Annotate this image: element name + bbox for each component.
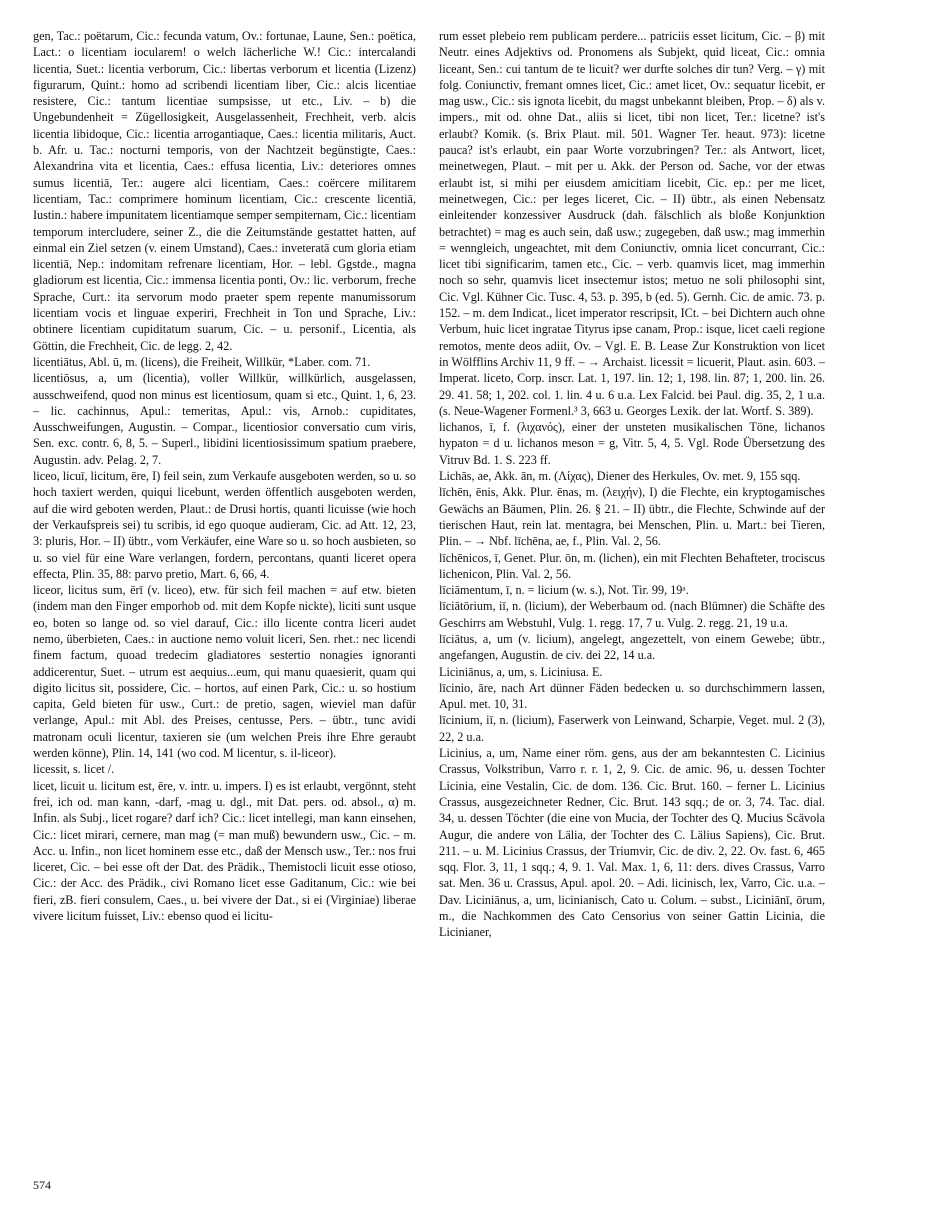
entry-liciamentum: līciāmentum, ī, n. = licium (w. s.), Not. Tir. 99, 19ᵃ. — [439, 583, 689, 598]
entry-lichanos: lichanos, ī, f. (λιχανός), einer der unsteten musikalischen Töne, lichanos hypaton = d u. lichanos meson = g, Vitr. 5, 4, 5. Vgl. Rode Übersetzung des Vitruv Bd. 1. S. 223 ff. — [439, 420, 825, 467]
entry-licentiosus: licentiōsus, a, um (licentia), voller Willkür, willkürlich, ausgelassen, ausschweifend, quod non minus est licentiosum, quam si etc., Quint. 1, 6, 23. – lic. cachinnus, Apul.: temeritas, Apul.: vis, Arnob.: cupiditates, Ausschweifungen, Augustin. – Compar., licentiosior conversatio cum viris, Sen. exc. contr. 6, 8, 5. – Superl., libidini licentiosissimum spatium praebere, Augustin. adv. Pelag. 2, 7. — [33, 371, 416, 467]
entry-licet-continued: rum esset plebeio rem publicam perdere... patriciis esset licitum, Cic. – β) mit Neutr. eines Adjektivs od. Pronomens als Subjekt, quid liceat, Cic.: omnia liceant, Sen.: cui tantum de te licuit? wer durfte solches dir tun? Verg. – γ) mit folg. Coniunctiv, fremant omnes licet, Cic.: amet licet, Ov.: sequatur licebit, er mag usw., Cic.: sis ignota licebit, du magst unbekannt bleiben, Prop. – δ) als v. impers., mit od. ohne Dat., aliis si licet, tibi non licet, Ter.: licetne? ist's erlaubt? Komik. (s. Brix Plaut. mil. 501. Wagner Ter. heaut. 973): licetne pauca? ist's erlaubt, ein paar Worte vorzubringen? Ter.: als Antwort, licet, meinetwegen, Plaut. – mit per u. Akk. der Person od. Sache, vor der etwas erlaubt ist, si mihi per eiusdem amicitiam licebit, Cic. ep.: per me licet, meinetwegen, Cic.: per leges liceret, Cic. – II) übtr., als einen Nebensatz einleitender konzessiver Ausdruck (dah. fälschlich als bloße Konjunktion betrachtet) = mag es auch sein, daß usw.; zugegeben, daß usw.; mag immerhin = wenngleich, ungeachtet, mit dem Coniunctiv, omnia licet concurrant, Cic.: licet tibi significarim, tamen etc., Cic. – verb. quamvis licet, mag immerhin noch so sehr, quamvis licet insectemur istos; metuo ne soli philosophi sint, Cic. Vgl. Kühner Cic. Tusc. 4, 53. p. 395, b (ed. 5). Gernh. Cic. de amic. 73. p. 152. – m. dem Indicat., licet imperator rescripsit, ICt. – bei Dichtern auch ohne Verbum, huic licet ingratae Tityrus ipse canam, Prop.: isque, licet caeli regione remotos, mente deos adiit, Ov. – Vgl. E. B. Lease Zur Konstruktion von licet in Wölfflins Archiv 11, 9 ff. – → Archaist. licessit = licuerit, Plaut. asin. 603. – Imperat. liceto, Corp. inscr. Lat. 1, 197. lin. 12; 1, 198. lin. 87; 1, 200. lin. 26. 29. 41. 58; 1, 202. col. 1. lin. 4 u. 6 u.a. Lex Falcid. bei Paul. dig. 35, 2, 1 u.a. (s. Neue-Wagener Formenl.³ 3, 663 u. Georges Lexik. der lat. Wortf. S. 389). — [439, 29, 825, 418]
entry-liciatorium: līciātōrium, iī, n. (licium), der Weberbaum od. (nach Blümner) die Schäfte des Geschirrs am Webstuhl, Vulg. 1. regg. 17, 7 u. Vulg. 2. regg. 21, 19 u.a. — [439, 599, 825, 630]
entry-licinianus-ref: Liciniānus, a, um, s. Liciniusa. E. — [439, 664, 603, 679]
entry-lichas: Lichās, ae, Akk. ān, m. (Λίχας), Diener des Herkules, Ov. met. 9, 155 sqq. — [439, 469, 801, 484]
entry-liciatus: līciātus, a, um (v. licium), angelegt, angezettelt, von einem Gewebe; übtr., angefangen, Augustin. de civ. dei 22, 14 u.a. — [439, 631, 825, 663]
left-column — [33, 28, 416, 1178]
page-number: 574 — [33, 1178, 51, 1192]
entry-licinius: Licinius, a, um, Name einer röm. gens, aus der am bekanntesten C. Licinius Crassus, Volkstribun, Varro r. r. 1, 2, 9. Cic. de amic. 96, u. dessen Tochter Licinia, eine Vestalin, Cic. de dom. 136. Cic. Brut. 160. – ferner L. Licinius Crassus, ausgezeichneter Redner, Cic. Brut. 143 sqq.; de or. 3, 74. Tac. dial. 34, u. dessen Töchter (die eine von Mucia, der Tochter des Q. Mucius Scävola Augur, die andere von Lälia, der Tochter des C. Lälius Sapiens), Cic. Brut. 211. – u. M. Licinius Crassus, der Triumvir, Cic. de div. 2, 22. Ov. fast. 6, 465 sqq. Flor. 3, 11, 1 sqq.; 4, 9. 1. Val. Max. 1, 6, 11: ders. dives Crassus, Varro sat. Men. 36 u. Crassus, Apul. apol. 20. – Adi. licinisch, lex, Varro, Cic. u.a. – Dav. Liciniānus, a, um, licinianisch, Cato u. Colum. – subst., Liciniānī, ōrum, m., die Nachkommen des Cato Censorius von seiner Gattin Licinia, die Licinianer, — [439, 746, 825, 940]
entry-licinio: līcinio, āre, nach Art dünner Fäden bedecken u. so durchschimmern lassen, Apul. met. 10, 31. — [439, 680, 825, 712]
entry-lichen: līchēn, ēnis, Akk. Plur. ēnas, m. (λειχήν), I) die Flechte, ein kryptogamisches Gewächs an Bäumen, Plin. 26. § 21. – II) übtr., die Flechte, Schwinde auf der tierischen Haut, rein lat. mentagra, bei Menschen, Plin. u. Mart.: bei Tieren, Plin. – → Nbf. līchēna, ae, f., Plin. Val. 2, 56. — [439, 485, 825, 549]
entry-licentiatus: licentiātus, Abl. ū, m. (licens), die Freiheit, Willkür, *Laber. com. 71. — [33, 354, 371, 369]
entry-licinium: līcinium, iī, n. (licium), Faserwerk von Leinwand, Scharpie, Veget. mul. 2 (3), 22, 2 u.a. — [439, 713, 825, 744]
entry-licessit: licessit, s. licet /. — [33, 762, 115, 777]
entry-lichenicos: līchēnicos, ī, Genet. Plur. ōn, m. (lichen), ein mit Flechten Behafteter, trociscus lichenicon, Plin. Val. 2, 56. — [439, 550, 825, 581]
right-column — [439, 28, 825, 1188]
entry-licet: licet, licuit u. licitum est, ēre, v. intr. u. impers. I) es ist erlaubt, vergönnt, steht frei, ich od. man kann, -darf, -mag u. dgl., mit Dat. pers. od. absol., α) m. Infin. als Subj., licet rogare? darf ich? Cic.: licet intellegi, man kann einsehen, Cic.: licet mirari, cernere, man mag (= man muß) bewundern usw., Cic. – m. Acc. u. Infin., non licet hominem esse etc., daß der Mensch usw., Ter.: nos frui liceret, Cic. – bei esse oft der Dat. des Prädik., Themistocli licuit esse otioso, Cic.: der Acc. des Prädik., civi Romano licet esse Gaditanum, Cic.: wie bei fieri, zB. fieri consulem, Caes., u. bei vivere der Dat., si ei (Virginiae) liberae vivere licitum fuisset, Liv.: ebenso quod ei licitu- — [33, 778, 416, 924]
entry-liceor: liceor, licitus sum, ērī (v. liceo), etw. für sich feil machen = auf etw. bieten (indem man den Finger emporhob od. mit dem Kopfe nickte), liciti sunt usque eo, boten so lange od. so viel darauf, Cic.: illo licente contra liceri audet nemo, überbieten, Caes.: in auctione nemo voluit liceri, Sen. rhet.: nec licendi finem factum, quoad tredecim gladiatores sestertio nonagies ignoranti addicerentur, Suet. – utrum est aequius...eum, qui manu quaesierit, quam qui digito licitus sit, possidere, Cic. – hortos, auf einen Park, Cic.: u. so hostium capita, Geld bieten für usw., Curt.: de pretio, sagen, wieviel man dafür verlange, Apul.: mit Abl. des Preises, centusse, Pers. – übtr., tunc avidi matronam oculi licentur, taxieren sie (um welchen Preis ihre Ehre geraubt werden könne), Plin. 14, 141 (wo cod. M licentur, s. il-liceor). — [33, 583, 416, 761]
entry-licentia-continued: gen, Tac.: poëtarum, Cic.: fecunda vatum, Ov.: fortunae, Laune, Sen.: poëtica, Lact.: o licentiam iocularem! o welch lächerliche W.! Cic.: intercalandi licentia, Suet.: licentia verborum, Cic.: libertas verborum et licentia (Lizenz) figurarum, Quint.: homo ad scribendi licentiam liber, Cic.: alcis licentiae resistere, Cic.: tantum licentiae sumpsisse, ut etc., Liv. – b) die Ungebundenheit = Zügellosigkeit, Ausgelassenheit, Frechheit, verb. alcis licentia libidoque, Cic.: licentia arrogantiaque, Caes.: licentia militaris, Auct. b. Afr. u. Tac.: nocturni temporis, von der Nachtzeit begünstigte, Caes.: Alexandrina vita et licentia, Caes.: effusa licentia, Liv.: deteriores omnes sumus licentiā, Ter.: augere alci licentiam, Caes.: coërcere militarem licentiam, Tac.: comprimere hominum licentiam, Cic.: crescente licentiā, Iustin.: habere impunitatem licentiamque semper sempiternam, Cic.: licentiam temporum intercludere, seiner Z., die die Zeitumstände gestattet hatten, auf einmal ein Ziel setzen (v. einem Umstand), Caes.: inveteratā cum gloria etiam licentiā, Nep.: indomitam refrenare licentiam, Hor. – lebl. Ggstde., magna gladiorum est licentia, Cic.: immensa licentia ponti, Ov.: lic. verborum, freche Sprache, Curt.: ita servorum modo praeter spem repente manumissorum licentiam vocis et linguae experiri, Frechheit in Ton und Sprache, Liv.: obtinere licentiam cupiditatum suarum, Cic. – u. personif., Licentia, als Göttin, die Frechheit, Cic. de legg. 2, 42. — [33, 29, 416, 353]
entry-liceo: liceo, licuī, licitum, ēre, I) feil sein, zum Verkaufe ausgeboten werden, so u. so hoch taxiert werden, quiqui licebunt, werden öffentlich ausgeboten werden, auf die wird geboten werden, Plaut.: de Drusi hortis, quanti licuisse (wie hoch der Verkaufspreis sei) tu scribis, id ego quoque audieram, Cic. ad Att. 12, 23, 3: pluris, Hor. – II) übtr., vom Verkäufer, eine Ware so u. so hoch ausbieten, so u. so viel für eine Ware verlangen, fordern, percontans, quanti liceret opera effecta, Plin. 35, 88: parvo pretio, Mart. 6, 66, 4. — [33, 469, 416, 581]
